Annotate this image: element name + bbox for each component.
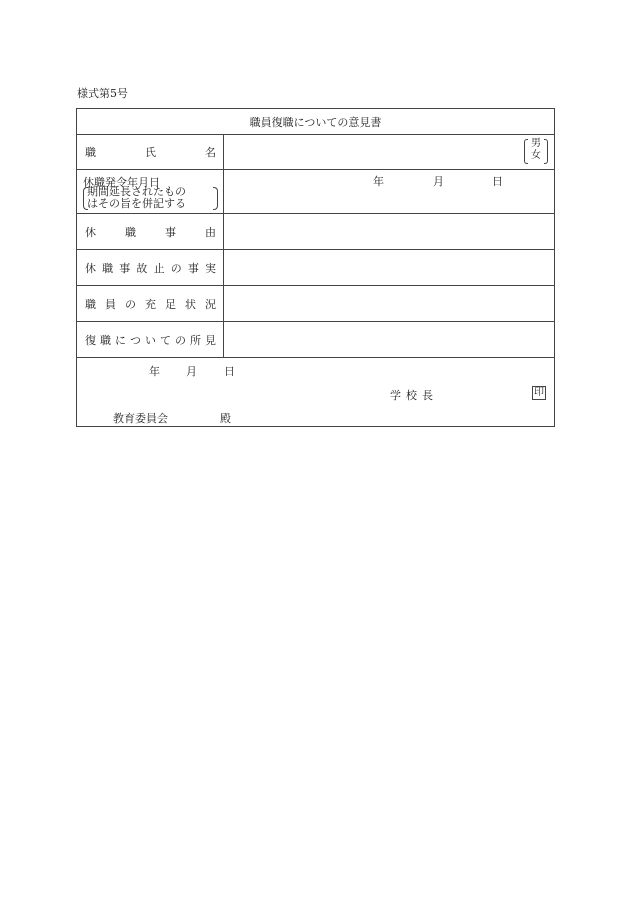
footer-year: 年 — [149, 365, 160, 378]
label-leave-reason — [77, 214, 224, 249]
label-char: 員 — [105, 297, 116, 311]
label-char: 況 — [205, 297, 216, 311]
leave-date-note — [87, 186, 217, 210]
label-char: 実 — [204, 261, 216, 275]
label-char: の — [125, 297, 136, 311]
label-opinion — [77, 322, 224, 357]
field-opinion[interactable] — [224, 322, 554, 357]
honorific-label: 殿 — [220, 412, 231, 425]
footer-month: 月 — [186, 365, 197, 378]
label-char: 見 — [205, 333, 216, 347]
label-cause-ended — [77, 250, 224, 285]
label-char: に — [115, 333, 126, 347]
label-char: 事 — [119, 261, 131, 275]
label-char: 故 — [136, 261, 148, 275]
label-char: 事 — [165, 225, 176, 239]
label-char: 止 — [153, 261, 165, 275]
gender-selector[interactable] — [526, 138, 546, 165]
label-char: 由 — [205, 225, 216, 239]
label-char: て — [160, 333, 171, 347]
label-char: 休 — [85, 261, 96, 275]
gender-female[interactable]: 女 — [531, 150, 541, 161]
form-number: 様式第5号 — [77, 87, 128, 100]
seal-box: 印 — [534, 387, 544, 398]
note-line: はその旨を併記する — [87, 197, 186, 210]
month-label: 月 — [433, 175, 444, 188]
label-char: 所 — [190, 333, 201, 347]
label-char: 職 — [100, 333, 111, 347]
label-char: 充 — [145, 297, 156, 311]
row-opinion — [77, 322, 554, 358]
row-staffing — [77, 286, 554, 322]
label-staff-name — [77, 135, 224, 169]
year-label: 年 — [373, 175, 384, 188]
principal-label: 学校長 — [390, 389, 438, 402]
field-leave-date[interactable] — [224, 170, 554, 213]
label-char: い — [145, 333, 156, 347]
field-leave-reason[interactable] — [224, 214, 554, 249]
field-cause-ended[interactable] — [224, 250, 554, 285]
day-label: 日 — [492, 175, 503, 188]
label-char: 足 — [165, 297, 176, 311]
signature-section — [77, 358, 554, 428]
board-label: 教育委員会 — [113, 412, 168, 425]
label-char: の — [170, 261, 182, 275]
label-leave-date — [77, 170, 224, 213]
label-char: 職 — [125, 225, 136, 239]
row-leave-reason — [77, 214, 554, 250]
label-char: 氏 — [145, 146, 156, 159]
label-char: 職 — [85, 146, 96, 159]
label-char: 休 — [85, 225, 96, 239]
label-char: の — [175, 333, 186, 347]
label-char: 事 — [187, 261, 199, 275]
row-cause-ended — [77, 250, 554, 286]
opinion-form — [76, 108, 555, 427]
label-char: 状 — [185, 297, 196, 311]
footer-day: 日 — [224, 365, 235, 378]
gender-male[interactable]: 男 — [531, 138, 541, 149]
leave-date-label: 休職発令年月日 — [83, 176, 160, 189]
row-leave-date — [77, 170, 554, 214]
label-staffing — [77, 286, 224, 321]
field-staffing[interactable] — [224, 286, 554, 321]
label-char: 職 — [85, 297, 96, 311]
row-staff-name — [77, 135, 554, 170]
label-char: 復 — [85, 333, 96, 347]
field-staff-name[interactable] — [224, 135, 554, 169]
label-char: つ — [130, 333, 141, 347]
label-char: 職 — [102, 261, 114, 275]
note-line: 期間延長されたもの — [87, 185, 186, 198]
form-title: 職員復職についての意見書 — [77, 109, 554, 135]
label-char: 名 — [205, 146, 216, 159]
